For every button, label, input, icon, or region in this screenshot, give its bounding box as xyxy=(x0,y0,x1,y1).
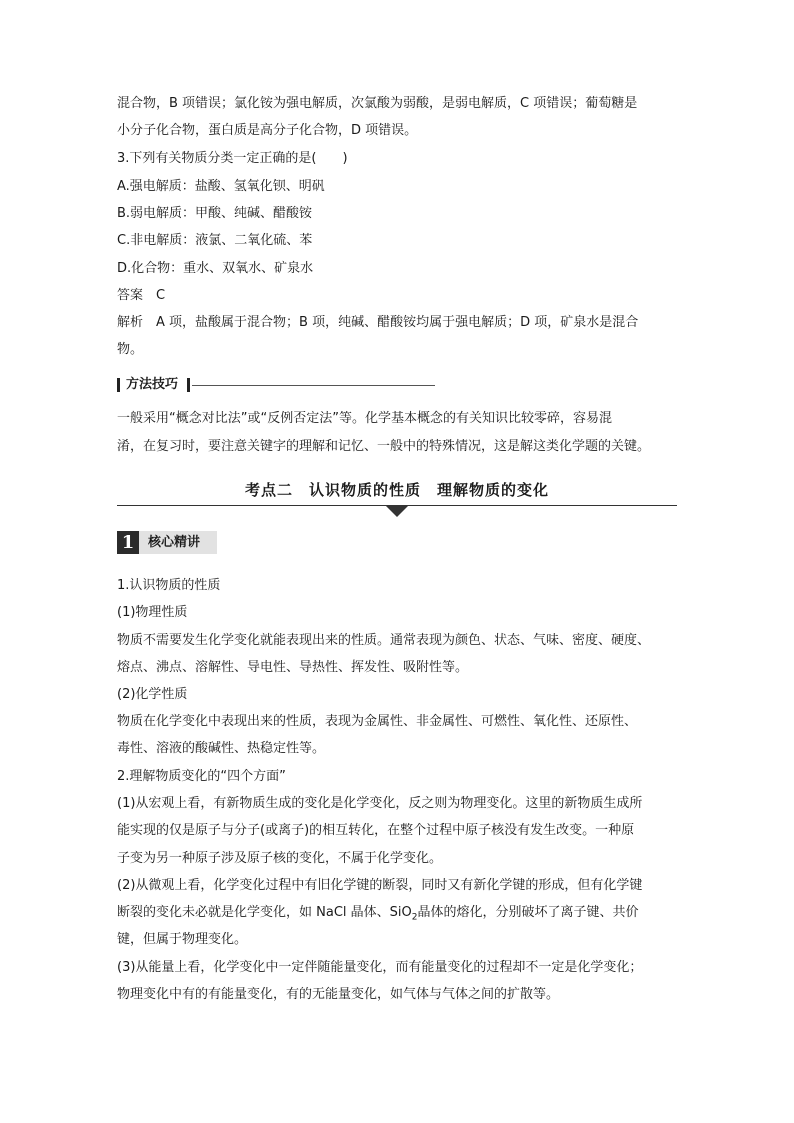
micro-line-1: (2)从微观上看，化学变化过程中有旧化学键的断裂，同时又有新化学键的形成，但有化学键 xyxy=(117,878,643,893)
section-arrow-icon xyxy=(385,505,409,517)
analysis-line-1: 解析 A 项，盐酸属于混合物；B 项，纯碱、醋酸铵均属于强电解质；D 项，矿泉水是混合 xyxy=(117,315,639,330)
section-title: 考点二 认识物质的性质 理解物质的变化 xyxy=(244,481,549,499)
tip-line-1: 一般采用“概念对比法”或“反例否定法”等。化学基本概念的有关知识比较零碎，容易混 xyxy=(117,411,612,426)
macro-line-3: 子变为另一种原子涉及原子核的变化，不属于化学变化。 xyxy=(117,851,443,866)
micro-line-2-a: 断裂的变化未必就是化学变化，如 NaCl 晶体、SiO xyxy=(117,905,412,920)
physical-title: (1)物理性质 xyxy=(117,605,188,620)
intro-line-2: 小分子化合物，蛋白质是高分子化合物，D 项错误。 xyxy=(117,123,418,138)
intro-line-1: 混合物，B 项错误；氯化铵为强电解质，次氯酸为弱酸，是弱电解质，C 项错误；葡萄糖是 xyxy=(117,96,638,111)
energy-line-2: 物理变化中有的有能量变化，有的无能量变化，如气体与气体之间的扩散等。 xyxy=(117,987,560,1002)
tip-right-mark xyxy=(187,378,190,392)
option-c: C.非电解质：液氯、二氧化硫、苯 xyxy=(117,233,313,248)
physical-line-2: 熔点、沸点、溶解性、导电性、导热性、挥发性、吸附性等。 xyxy=(117,660,469,675)
physical-line-1: 物质不需要发生化学变化就能表现出来的性质。通常表现为颜色、状态、气味、密度、硬度、 xyxy=(117,633,651,648)
micro-line-2 xyxy=(117,904,639,922)
macro-line-1: (1)从宏观上看，有新物质生成的变化是化学变化，反之则为物理变化。这里的新物质生成所 xyxy=(117,796,643,811)
tip-label: 方法技巧 xyxy=(126,377,179,392)
micro-line-3: 键，但属于物理变化。 xyxy=(117,932,248,947)
tip-line-2: 淆，在复习时，要注意关键字的理解和记忆、一般中的特殊情况，这是解这类化学题的关键。 xyxy=(117,439,651,454)
core-number: 1 xyxy=(117,531,139,554)
micro-line-2-b: 晶体的熔化，分别破坏了离子键、共价 xyxy=(417,905,639,920)
question-stem: 3.下列有关物质分类一定正确的是( ) xyxy=(117,151,348,166)
chemical-line-2: 毒性、溶液的酸碱性、热稳定性等。 xyxy=(117,741,326,756)
tip-left-mark xyxy=(117,378,120,392)
heading-2: 2.理解物质变化的“四个方面” xyxy=(117,769,286,784)
core-label: 核心精讲 xyxy=(148,535,201,550)
option-d: D.化合物：重水、双氧水、矿泉水 xyxy=(117,261,314,276)
option-a: A.强电解质：盐酸、氢氧化钡、明矾 xyxy=(117,179,325,194)
chemical-line-1: 物质在化学变化中表现出来的性质，表现为金属性、非金属性、可燃性、氧化性、还原性、 xyxy=(117,714,638,729)
answer: 答案 C xyxy=(117,288,166,303)
heading-1: 1.认识物质的性质 xyxy=(117,578,221,593)
method-tip-header xyxy=(117,376,437,394)
core-heading xyxy=(117,531,217,554)
option-b: B.弱电解质：甲酸、纯碱、醋酸铵 xyxy=(117,206,313,221)
energy-line-1: (3)从能量上看，化学变化中一定伴随能量变化，而有能量变化的过程却不一定是化学变化； xyxy=(117,960,643,975)
analysis-line-2: 物。 xyxy=(117,342,144,357)
macro-line-2: 能实现的仅是原子与分子(或离子)的相互转化，在整个过程中原子核没有发生改变。一种原 xyxy=(117,823,635,838)
tip-rule xyxy=(192,385,435,386)
subscript-2: 2 xyxy=(411,912,418,923)
chemical-title: (2)化学性质 xyxy=(117,687,188,702)
